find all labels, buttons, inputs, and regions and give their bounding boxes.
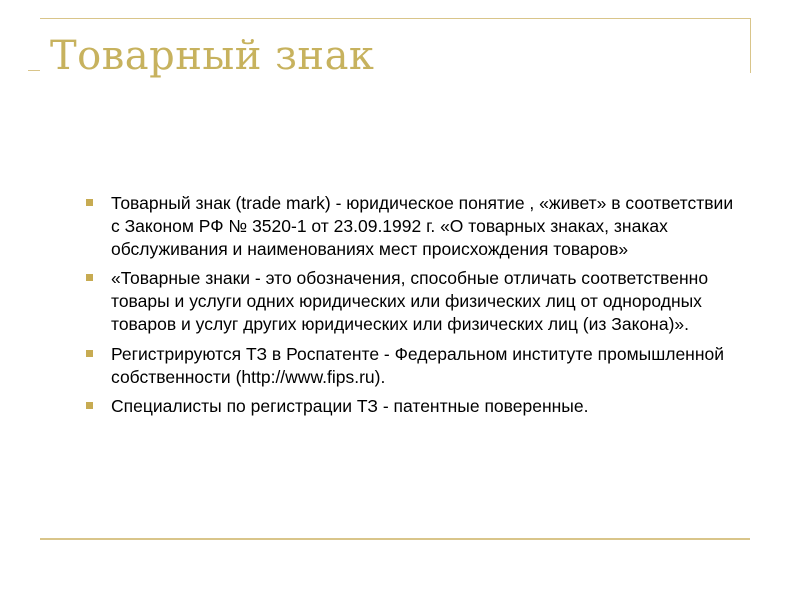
square-bullet-icon <box>86 274 93 281</box>
bottom-divider <box>40 538 750 540</box>
title-frame-stub <box>28 70 40 71</box>
bullet-list <box>84 192 744 425</box>
bullet-text: Регистрируются ТЗ в Роспатенте - Федеральном институте промышленной собственности (http://www.fips.ru). <box>111 343 725 387</box>
square-bullet-icon <box>86 350 93 357</box>
square-bullet-icon <box>86 402 93 409</box>
bullet-text: Специалисты по регистрации ТЗ - патентные поверенные. <box>111 396 589 417</box>
bullet-text: Товарный знак (trade mark) - юридическое понятие , «живет» в соответствии с Законом РФ № 3520-1 от 23.09.1992 г. «О товарных знаках, знаках обслуживания и наименованиях мест происхождения товаров» <box>111 193 734 259</box>
bullet-item-definition <box>84 267 744 335</box>
bullet-item-registration <box>84 343 744 389</box>
slide-title: Товарный знак <box>50 33 375 79</box>
bullet-text: «Товарные знаки - это обозначения, способные отличать соответственно товары и услуги одних юридических или физических лиц от однородных товаров и услуг других юридических или физических лиц (из Закона)». <box>111 268 709 334</box>
bullet-item-specialists <box>84 395 744 418</box>
square-bullet-icon <box>86 199 93 206</box>
bullet-item-trade-mark <box>84 192 744 260</box>
